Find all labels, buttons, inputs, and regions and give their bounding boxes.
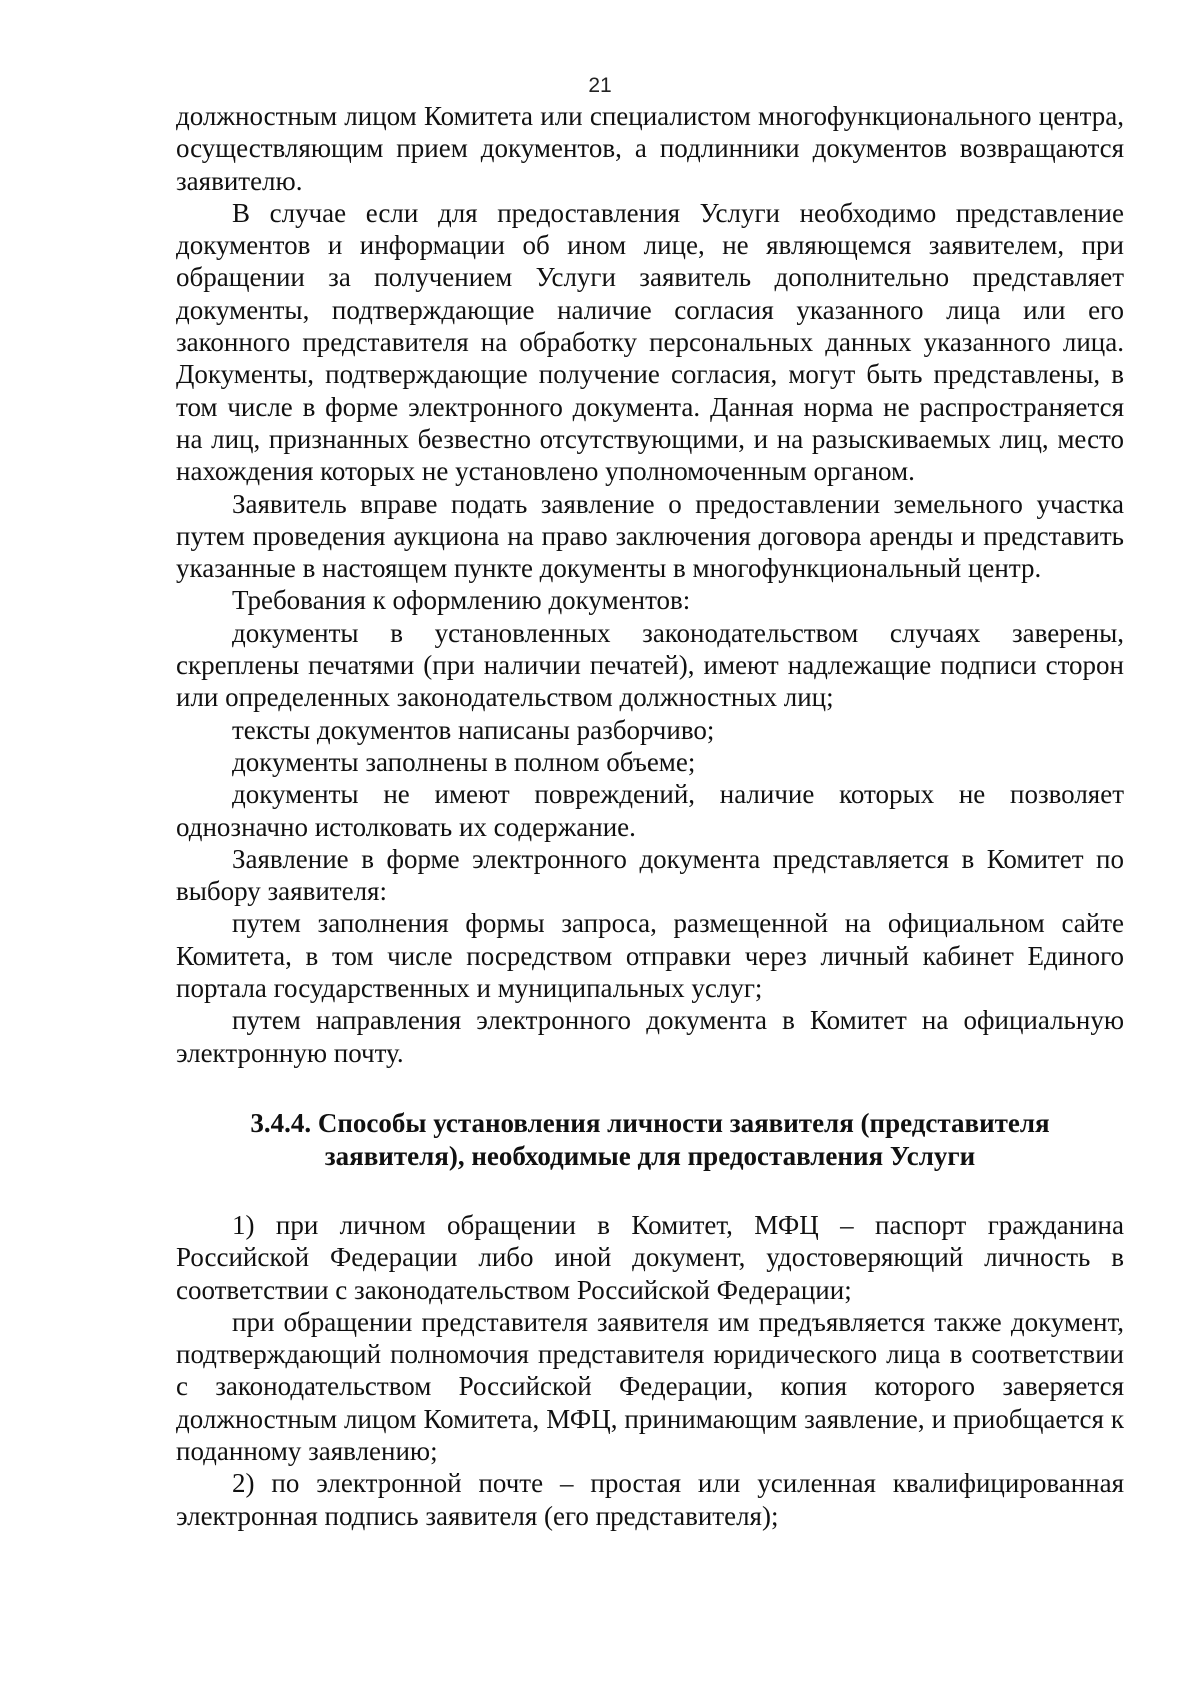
paragraph: должностным лицом Комитета или специалистом многофункционального центра, осуществляющим прием документов, а подлинники документов возвращаются заявителю.	[176, 101, 1124, 196]
paragraph: 2) по электронной почте – простая или усиленная квалифицированная электронная подпись заявителя (его представителя);	[176, 1468, 1124, 1531]
document-body	[176, 100, 1124, 1532]
paragraph: путем направления электронного документа в Комитет на официальную электронную почту.	[176, 1005, 1124, 1068]
paragraph: В случае если для предоставления Услуги необходимо представление документов и информации об ином лице, не являющемся заявителем, при обращении за получением Услуги заявитель дополнительно представляет документы, подтверждающие наличие согласия указанного лица или его законного представителя на обработку персональных данных указанного лица. Документы, подтверждающие получение согласия, могут быть представлены, в том числе в форме электронного документа. Данная норма не распространяется на лиц, признанных безвестно отсутствующими, и на разыскиваемых лиц, место нахождения которых не установлено уполномоченным органом.	[176, 197, 1124, 487]
paragraph: Заявление в форме электронного документа представляется в Комитет по выбору заявителя:	[176, 843, 1124, 907]
paragraph: документы заполнены в полном объеме;	[232, 746, 696, 777]
section-heading-line: 3.4.4. Способы установления личности заявителя (представителя	[250, 1107, 1050, 1138]
paragraph: при обращении представителя заявителя им предъявляется также документ, подтверждающий полномочия представителя юридического лица в соответствии с законодательством Российской Федерации, копия которого заверяется должностным лицом Комитета, МФЦ, принимающим заявление, и приобщается к поданному заявлению;	[176, 1306, 1124, 1466]
paragraph: Заявитель вправе подать заявление о предоставлении земельного участка путем проведения аукциона на право заключения договора аренды и представить указанные в настоящем пункте документы в многофункциональный центр.	[176, 488, 1124, 584]
paragraph: документы не имеют повреждений, наличие которых не позволяет однозначно истолковать их содержание.	[176, 779, 1124, 842]
paragraph: путем заполнения формы запроса, размещенной на официальном сайте Комитета, в том числе посредством отправки через личный кабинет Единого портала государственных и муниципальных услуг;	[176, 908, 1124, 1004]
paragraph: Требования к оформлению документов:	[232, 585, 691, 616]
paragraph: тексты документов написаны разборчиво;	[232, 714, 715, 745]
section-heading	[176, 1107, 1124, 1173]
section-heading-line: заявителя), необходимые для предоставления Услуги	[324, 1140, 976, 1171]
page-number: 21	[588, 74, 612, 97]
paragraph: 1) при личном обращении в Комитет, МФЦ – паспорт гражданина Российской Федерации либо иной документ, удостоверяющий личность в соответствии с законодательством Российской Федерации;	[176, 1209, 1124, 1305]
paragraph: документы в установленных законодательством случаях заверены, скреплены печатями (при наличии печатей), имеют надлежащие подписи сторон или определенных законодательством должностных лиц;	[176, 617, 1124, 713]
